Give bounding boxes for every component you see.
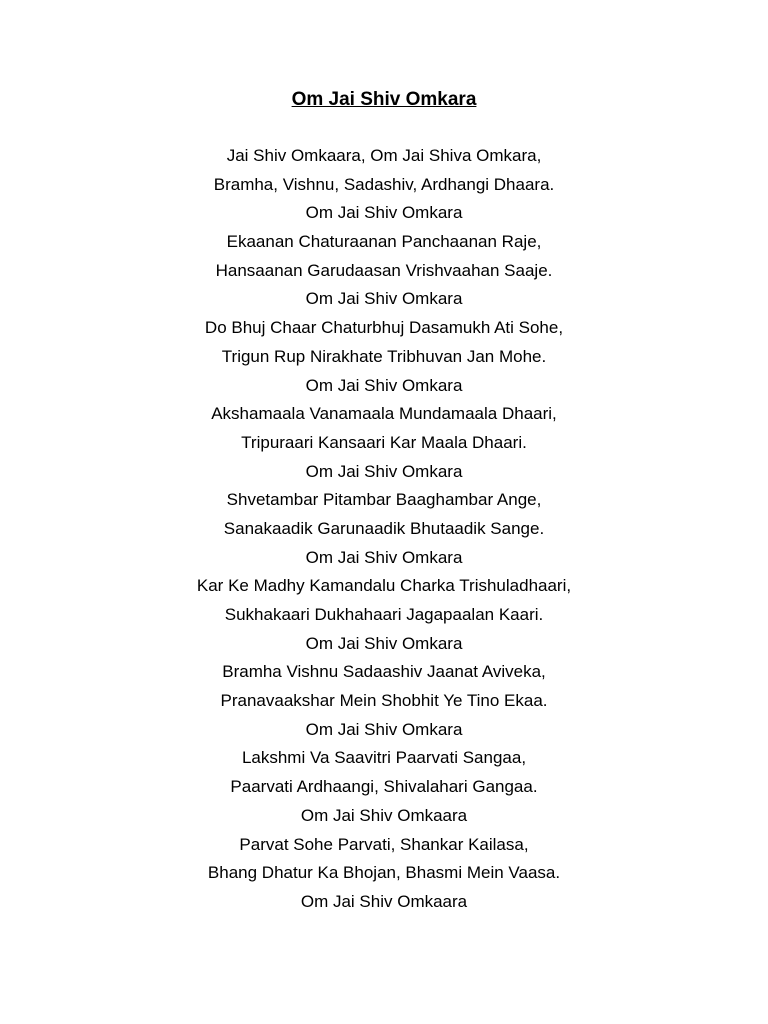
lyric-line: Trigun Rup Nirakhate Tribhuvan Jan Mohe.: [221, 346, 547, 366]
lyric-line: Pranavaakshar Mein Shobhit Ye Tino Ekaa.: [220, 691, 548, 711]
refrain-line: Om Jai Shiv Omkara: [305, 461, 463, 481]
lyric-line: Lakshmi Va Saavitri Paarvati Sangaa,: [241, 748, 527, 768]
lyric-line: Bramha Vishnu Sadaashiv Jaanat Aviveka,: [222, 662, 546, 682]
lyric-line: Paarvati Ardhaangi, Shivalahari Gangaa.: [230, 777, 538, 797]
lyric-line: Jai Shiv Omkaara, Om Jai Shiva Omkara,: [226, 146, 542, 165]
refrain-line: Om Jai Shiv Omkara: [305, 547, 463, 567]
lyric-line: Akshamaala Vanamaala Mundamaala Dhaari,: [211, 404, 557, 424]
lyric-line: Do Bhuj Chaar Chaturbhuj Dasamukh Ati Sohe,: [204, 318, 564, 338]
lyric-line: Sukhakaari Dukhahaari Jagapaalan Kaari.: [224, 605, 544, 624]
lyric-line: Bhang Dhatur Ka Bhojan, Bhasmi Mein Vaasa.: [207, 863, 561, 883]
document-title: Om Jai Shiv Omkara: [291, 89, 477, 110]
lyric-line: Kar Ke Madhy Kamandalu Charka Trishuladhaari,: [196, 576, 572, 596]
lyric-line: Parvat Sohe Parvati, Shankar Kailasa,: [239, 834, 529, 854]
lyric-line: Bramha, Vishnu, Sadashiv, Ardhangi Dhaara.: [213, 174, 555, 194]
lyric-line: Sanakaadik Garunaadik Bhutaadik Sange.: [223, 518, 545, 538]
refrain-line: Om Jai Shiv Omkara: [305, 633, 463, 653]
lyric-line: Hansaanan Garudaasan Vrishvaahan Saaje.: [215, 260, 553, 280]
refrain-line: Om Jai Shiv Omkara: [305, 289, 463, 309]
refrain-line: Om Jai Shiv Omkara: [305, 719, 463, 739]
refrain-line: Om Jai Shiv Omkara: [305, 203, 463, 223]
lyric-line: Tripuraari Kansaari Kar Maala Dhaari.: [241, 432, 527, 452]
lyrics-list: [0, 142, 768, 917]
refrain-line: Om Jai Shiv Omkaara: [300, 805, 468, 825]
lyric-line: Shvetambar Pitambar Baaghambar Ange,: [226, 490, 542, 510]
refrain-line: Om Jai Shiv Omkaara: [300, 891, 468, 911]
lyric-line: Ekaanan Chaturaanan Panchaanan Raje,: [226, 232, 542, 252]
refrain-line: Om Jai Shiv Omkara: [305, 375, 463, 395]
